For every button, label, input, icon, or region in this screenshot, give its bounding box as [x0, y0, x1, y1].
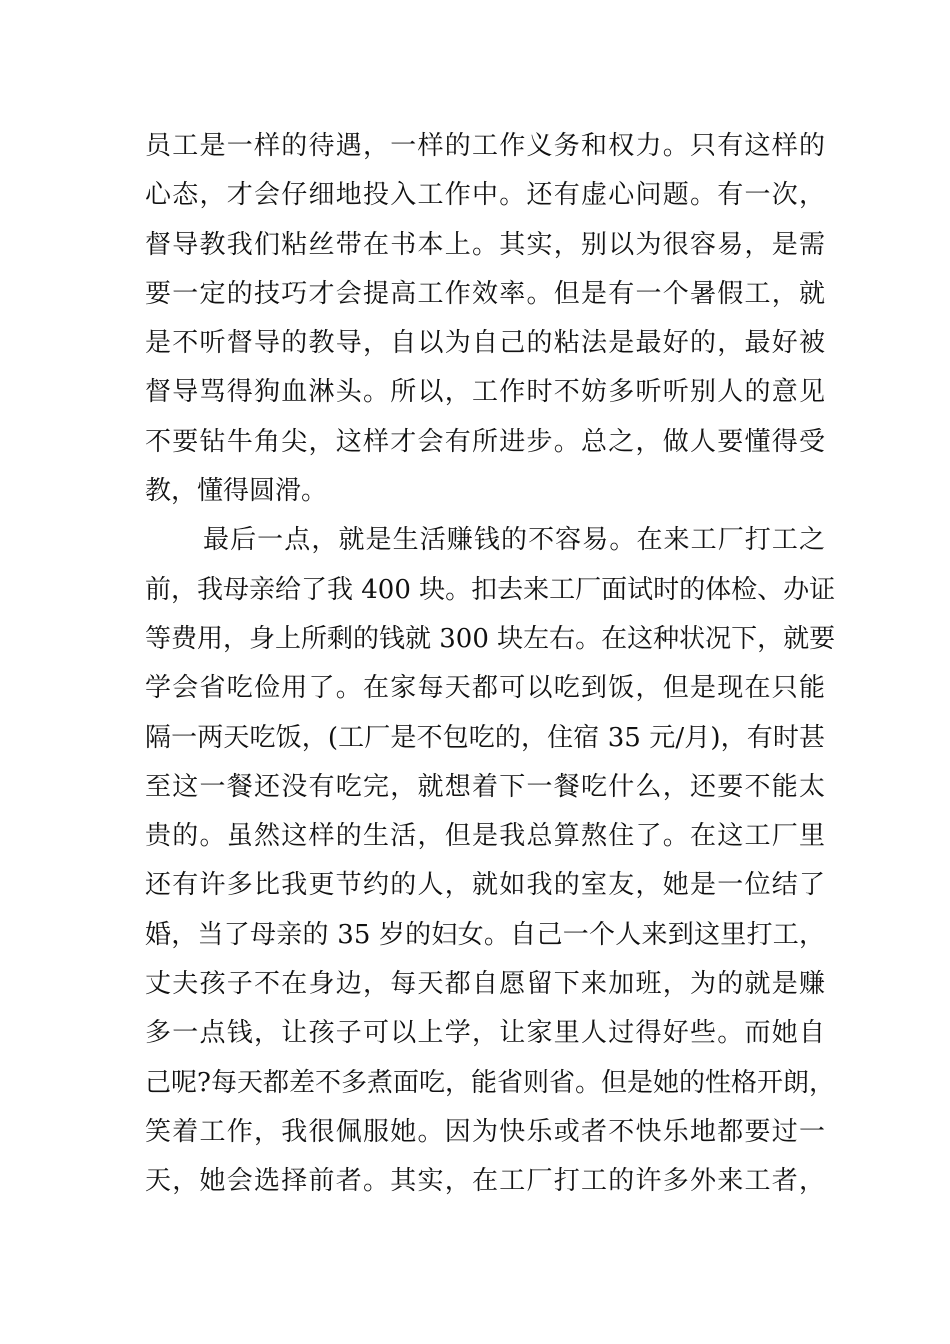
paragraph-2-line-13: 笑着工作，我很佩服她。因为快乐或者不快乐地都要过一 — [145, 1116, 825, 1147]
paragraph-1-line-5: 是不听督导的教导，自以为自己的粘法是最好的，最好被 — [145, 328, 825, 359]
paragraph-2-line-8: 还有许多比我更节约的人，就如我的室友，她是一位结了 — [145, 870, 825, 901]
paragraph-2-line-6: 至这一餐还没有吃完，就想着下一餐吃什么，还要不能太 — [145, 771, 825, 802]
paragraph-1-line-3: 督导教我们粘丝带在书本上。其实，别以为很容易，是需 — [145, 229, 825, 260]
paragraph-1-line-8: 教，懂得圆滑。 — [145, 476, 328, 507]
paragraph-2-line-1: 最后一点，就是生活赚钱的不容易。在来工厂打工之 — [203, 525, 825, 556]
paragraph-2-line-3: 等费用，身上所剩的钱就 300 块左右。在这种状况下，就要 — [145, 623, 836, 654]
paragraph-1-line-7: 不要钻牛角尖，这样才会有所进步。总之，做人要懂得受 — [145, 426, 825, 457]
paragraph-2-line-12: 己呢?每天都差不多煮面吃，能省则省。但是她的性格开朗， — [145, 1067, 835, 1098]
paragraph-1-line-6: 督导骂得狗血淋头。所以，工作时不妨多听听别人的意见 — [145, 377, 825, 408]
paragraph-2-line-9: 婚，当了母亲的 35 岁的妇女。自己一个人来到这里打工， — [145, 919, 825, 950]
paragraph-2-line-14: 天，她会选择前者。其实，在工厂打工的许多外来工者， — [145, 1166, 825, 1197]
body-text — [145, 122, 836, 1207]
paragraph-2-line-11: 多一点钱，让孩子可以上学，让家里人过得好些。而她自 — [145, 1018, 825, 1049]
paragraph-2-line-2: 前，我母亲给了我 400 块。扣去来工厂面试时的体检、办证 — [145, 574, 836, 605]
paragraph-1-line-4: 要一定的技巧才会提高工作效率。但是有一个暑假工，就 — [145, 278, 825, 309]
paragraph-2-line-10: 丈夫孩子不在身边，每天都自愿留下来加班，为的就是赚 — [145, 969, 825, 1000]
paragraph-2-line-7: 贵的。虽然这样的生活，但是我总算熬住了。在这工厂里 — [145, 821, 825, 852]
paragraph-1-line-1: 员工是一样的待遇，一样的工作义务和权力。只有这样的 — [145, 131, 825, 161]
paragraph-2-line-5: 隔一两天吃饭，(工厂是不包吃的，住宿 35 元/月)，有时甚 — [145, 722, 825, 753]
paragraph-1-line-2: 心态，才会仔细地投入工作中。还有虚心问题。有一次， — [145, 180, 825, 211]
paragraph-2-line-4: 学会省吃俭用了。在家每天都可以吃到饭，但是现在只能 — [145, 673, 825, 704]
